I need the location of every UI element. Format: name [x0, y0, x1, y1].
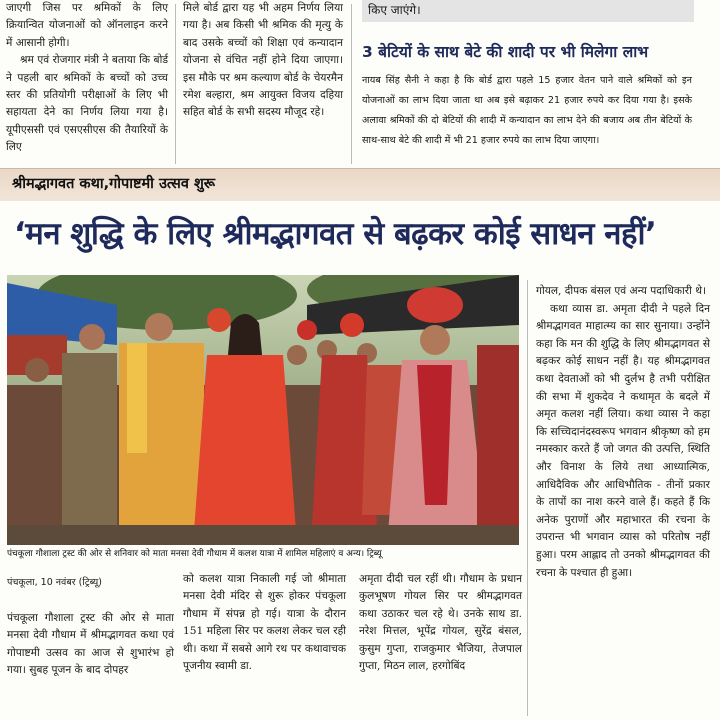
- top-strip-text: किए जाएंगे।: [362, 0, 694, 22]
- section-label: श्रीमद्भागवत कथा,गोपाष्टमी उत्सव शुरू: [12, 176, 216, 192]
- top-article-column-1: [6, 0, 168, 157]
- right-column-para-2: कथा व्यास डा. अमृता दीदी ने पहले दिन श्रीमद्भागवत माहात्म्य का सार सुनाया। उन्होंने कहा कि मन की शुद्धि के लिए श्रीमद्भागवत से बढ़कर कोई साधन नहीं है। यह श्रीमद्भागवत कथा देवताओं को भी दुर्लभ है तभी परीक्षित की सभा में शुकदेव ने कथामृत के बदले में अमृत कलश नहीं लिया। कथा व्यास ने कहा कि सच्चिदानंदस्वरूप भगवान श्रीकृष्ण को हम नमस्कार करते हैं जो जगत की उत्पत्ति, स्थिति और विनाश के लिये तथा आध्यात्मिक, आधिदैविक और आधिभौतिक - तीनों प्रकार के तापों का नाश करने वाले हैं। कहते हैं कि अनेक पुराणों और महाभारत की रचना के उपरान्त भी भगवान व्यास को परितोष नहीं हुआ। परम आह्लाद तो उनको श्रीमद्भागवत की रचना के पश्चात ही हुआ।: [536, 302, 710, 579]
- news-photo: [7, 275, 519, 545]
- dateline: पंचकूला, 10 नवंबर (ट्रिब्यू): [7, 577, 103, 588]
- top-article-para-1: जाएगी जिस पर श्रमिकों के लिए क्रियान्वित योजनाओं को ऑनलाइन करने में आसानी होगी।: [6, 2, 168, 49]
- sub-article-body: नायब सिंह सैनी ने कहा है कि बोर्ड द्वारा पहले 15 हजार वेतन पाने वाले श्रमिकों को इन योजनाओं का लाभ दिया जाता था अब इसे बढ़ाकर 21 हजार रुपये कर दिया गया है। इसके अलावा श्रमिकों की दो बेटियों की शादी में कन्यादान का लाभ देने की बजाय अब तीन बेटियों के साथ-साथ बेटे की शादी में भी 21 हजार रुपये का लाभ दिया जाएगा।: [362, 75, 692, 146]
- column-divider: [527, 280, 528, 716]
- photo-caption: पंचकूला गौशाला ट्रस्ट की ओर से शनिवार को माता मनसा देवी गौधाम में कलश यात्रा में शामिल महिलाएं व अन्य। ट्रिब्यू: [7, 549, 382, 559]
- right-column-para-1: गोयल, दीपक बंसल एवं अन्य पदाधिकारी थे।: [536, 285, 707, 297]
- article-right-column: [536, 283, 710, 582]
- article-column-3: अमृता दीदी चल रहीं थी। गौधाम के प्रधान कुलभूषण गोयल सिर पर श्रीमद्भागवत कथा उठाकर चल रहे थे। उनके साथ डा. नरेश मित्तल, भूपेंद्र गोयल, सुरेंद्र बंसल, कुसुम गुप्ता, राजकुमार भैजिया, तेजपाल गुप्ता, मिठन लाल, हरगोबिंद: [359, 573, 522, 673]
- column-divider: [175, 4, 176, 164]
- column-divider: [351, 4, 352, 164]
- top-article-column-2: मिले बोर्ड द्वारा यह भी अहम निर्णय लिया गया है। अब किसी भी श्रमिक की मृत्यु के बाद उसके बच्चों को शिक्षा एवं कन्यादान योजना से वंचित नहीं होने दिया जाएगा। इस मौके पर श्रम कल्याण बोर्ड के चेयरमैन रमेश बल्हारा, श्रम आयुक्त विजय दहिया सहित बोर्ड के सभी सदस्य मौजूद रहे।: [183, 2, 343, 119]
- top-article-para-2: श्रम एवं रोजगार मंत्री ने बताया कि बोर्ड ने पहली बार श्रमिकों के बच्चों को उच्च स्तर की प्रतियोगी परीक्षाओं के लिए भी सहायता देने का निर्णय लिया गया है। यूपीएससी एवं एसएसीएस की तैयारियों के लिए: [6, 54, 168, 154]
- sub-headline: 3 बेटियों के साथ बेटे की शादी पर भी मिलेगा लाभ: [362, 43, 649, 61]
- procession-photo-illustration: [7, 275, 519, 545]
- article-column-2: को कलश यात्रा निकाली गई जो श्रीमाता मनसा देवी मंदिर से शुरू होकर पंचकूला गौधाम में संपन्न हो गई। यात्रा के दौरान 151 महिला सिर पर कलश लेकर चल रही थी। कथा में सबसे आगे रथ पर कथावाचक पूजनीय स्वामी डा.: [183, 573, 346, 673]
- main-headline: ‘मन शुद्धि के लिए श्रीमद्भागवत से बढ़कर कोई साधन नहीं’: [14, 216, 657, 252]
- article-column-1: पंचकूला गौशाला ट्रस्ट की ओर से माता मनसा देवी गौधाम में श्रीमद्भागवत कथा एवं गोपाष्टमी उत्सव का आज से शुभारंभ हो गया। सुबह पूजन के बाद दोपहर: [7, 612, 174, 677]
